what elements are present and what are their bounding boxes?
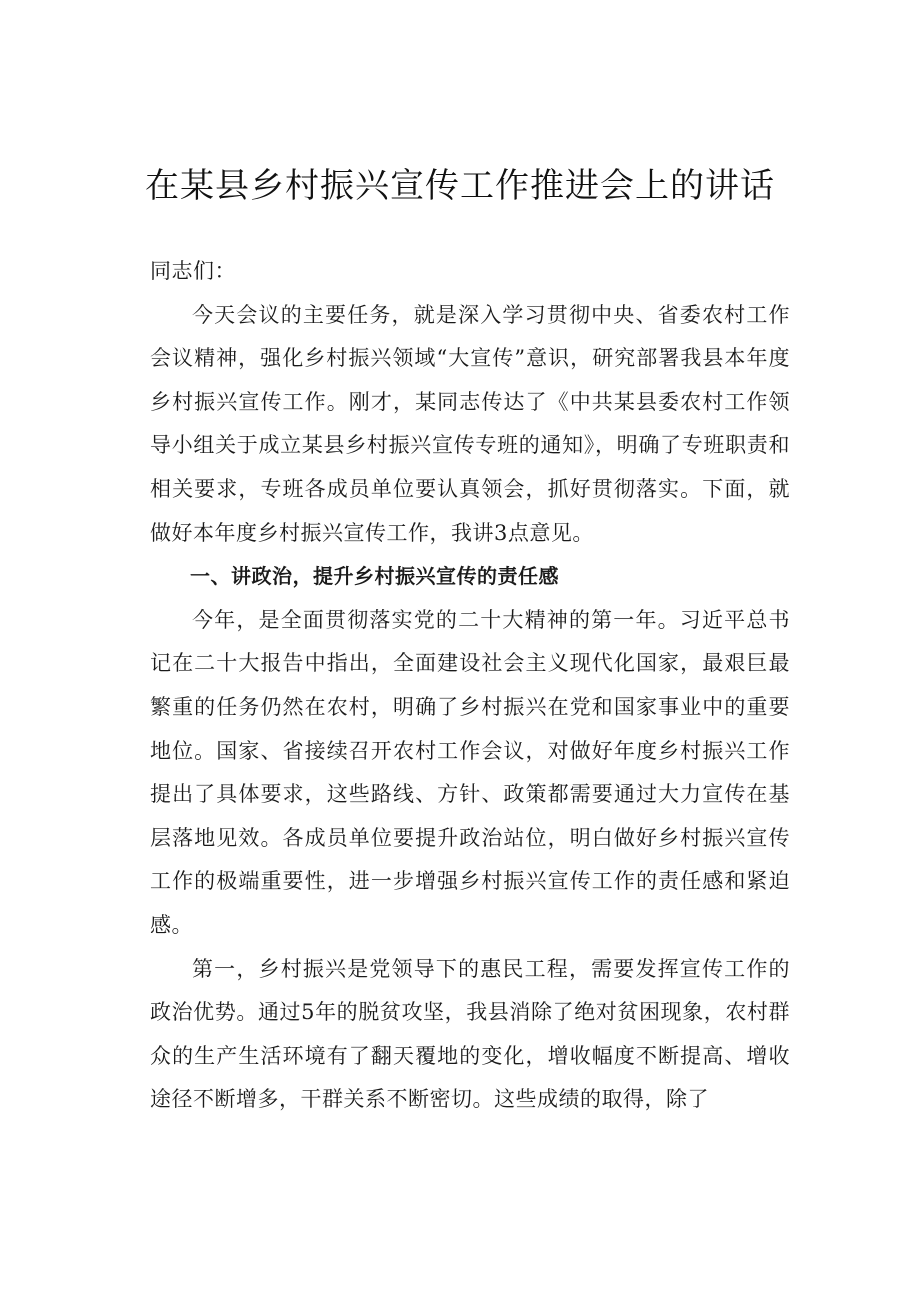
salutation: 同志们： (150, 259, 236, 283)
paragraph-3: 第一，乡村振兴是党领导下的惠民工程，需要发挥宣传工作的政治优势。通过5年的脱贫攻坚，我县消除了绝对贫困现象，农村群众的生产生活环境有了翻天覆地的变化，增收幅度不断提高、增收途径不断增多，干群关系不断密切。这些成绩的取得，除了 (150, 956, 790, 1112)
paragraph-1: 今天会议的主要任务，就是深入学习贯彻中央、省委农村工作会议精神，强化乡村振兴领域“大宣传”意识，研究部署我县本年度乡村振兴宣传工作。刚才，某同志传达了《中共某县委农村工作领导小组关于成立某县乡村振兴宣传专班的通知》，明确了专班职责和相关要求，专班各成员单位要认真领会，抓好贯彻落实。下面，就做好本年度乡村振兴宣传工作，我讲3点意见。 (150, 302, 790, 545)
document-body (150, 250, 790, 1122)
section-heading-1: 一、讲政治，提升乡村振兴宣传的责任感 (190, 564, 559, 589)
document-title: 在某县乡村振兴宣传工作推进会上的讲话 (145, 166, 775, 206)
paragraph-2: 今年，是全面贯彻落实党的二十大精神的第一年。习近平总书记在二十大报告中指出，全面建设社会主义现代化国家，最艰巨最繁重的任务仍然在农村，明确了乡村振兴在党和国家事业中的重要地位。国家、省接续召开农村工作会议，对做好年度乡村振兴工作提出了具体要求，这些路线、方针、政策都需要通过大力宣传在基层落地见效。各成员单位要提升政治站位，明白做好乡村振兴宣传工作的极端重要性，进一步增强乡村振兴宣传工作的责任感和紧迫感。 (150, 607, 790, 937)
